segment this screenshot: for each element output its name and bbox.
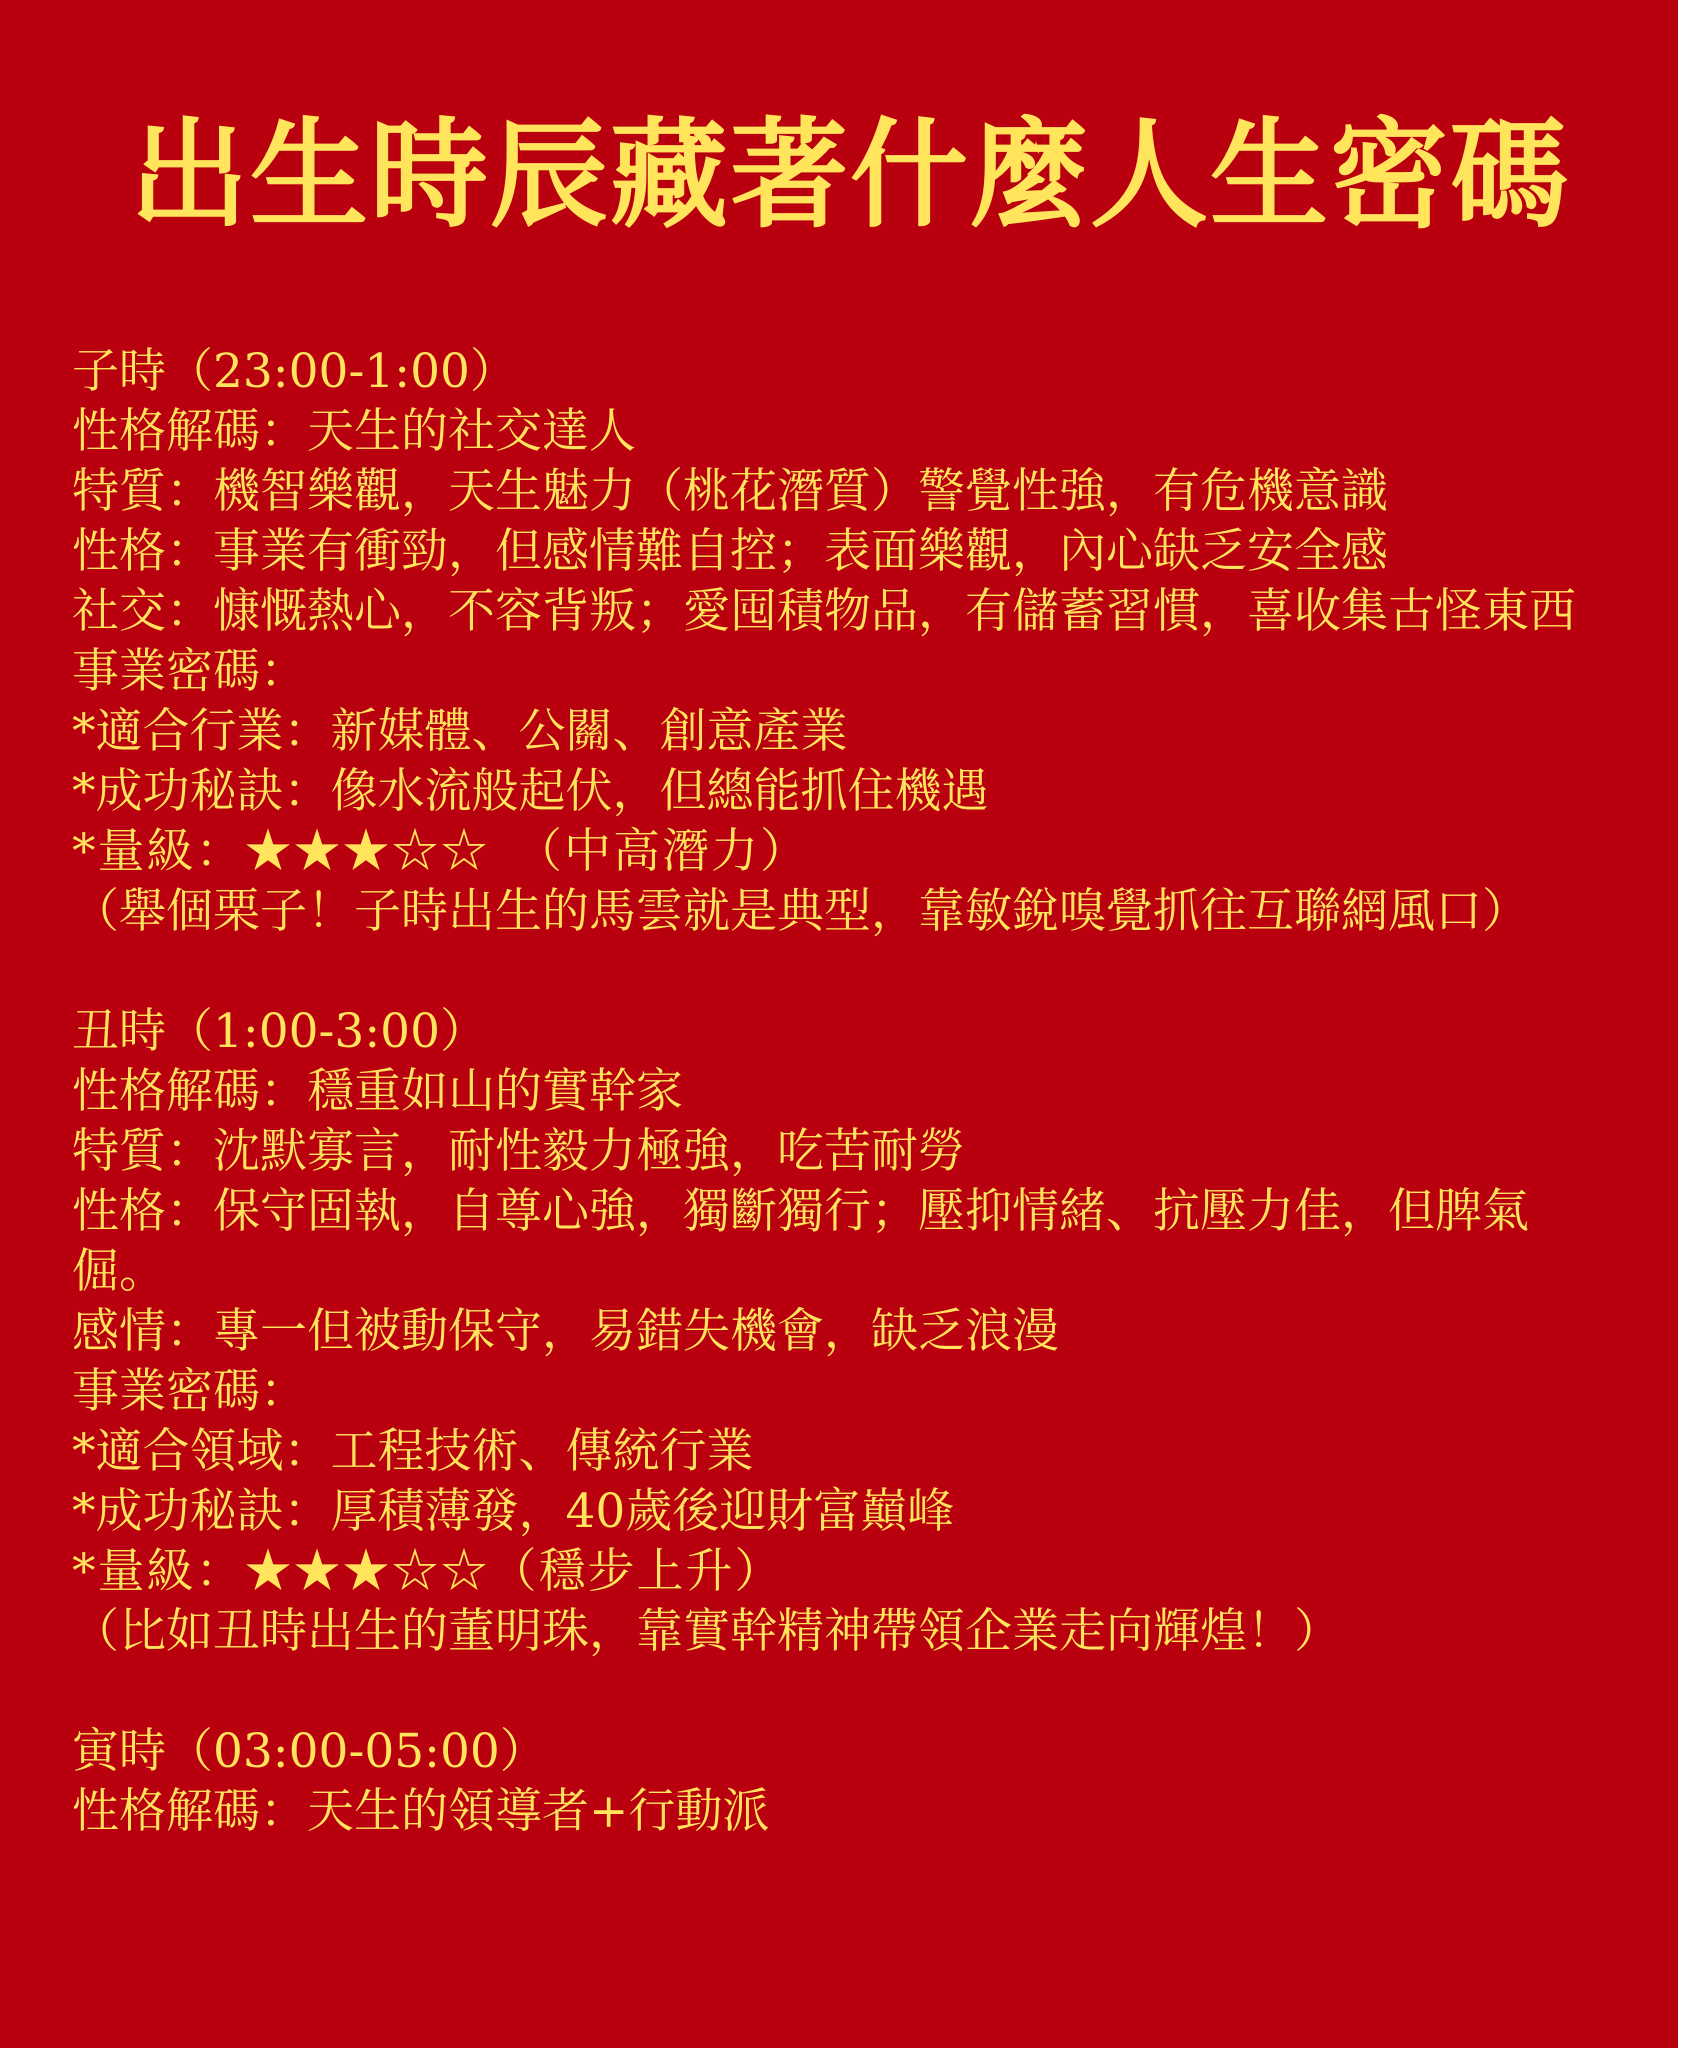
section-line: 性格：事業有衝勁，但感情難自控；表面樂觀，內心缺乏安全感 xyxy=(72,524,1388,579)
section-line: *適合行業：新媒體、公關、創意產業 xyxy=(72,704,848,759)
section-line: 感情：專一但被動保守，易錯失機會，缺乏浪漫 xyxy=(72,1304,1059,1359)
section-heading: 子時（23:00-1:00） xyxy=(72,344,517,399)
rating-line: *量級：★★★☆☆（穩步上升） xyxy=(72,1544,784,1599)
section-yin-shi xyxy=(72,1722,1612,1842)
section-line: *成功秘訣：厚積薄發，40歲後迎財富巔峰 xyxy=(72,1484,955,1539)
section-line: 事業密碼： xyxy=(72,1364,307,1419)
section-line: 性格解碼：穩重如山的實幹家 xyxy=(72,1064,683,1119)
section-heading: 寅時（03:00-05:00） xyxy=(72,1724,547,1779)
section-line: （舉個栗子！子時出生的馬雲就是典型，靠敏銳嗅覺抓往互聯網風口） xyxy=(72,884,1529,939)
section-line: （比如丑時出生的董明珠，靠實幹精神帶領企業走向輝煌！） xyxy=(72,1604,1341,1659)
section-line: 性格解碼：天生的社交達人 xyxy=(72,404,636,459)
content-body xyxy=(72,342,1612,1902)
section-line: 社交：慷慨熱心，不容背叛；愛囤積物品，有儲蓄習慣，喜收集古怪東西 xyxy=(72,584,1576,639)
section-line: 事業密碼： xyxy=(72,644,307,699)
section-line: *適合領域：工程技術、傳統行業 xyxy=(72,1424,754,1479)
page-title: 出生時辰藏著什麼人生密碼 xyxy=(129,105,1570,244)
section-zi-shi xyxy=(72,342,1612,942)
section-line: 特質：機智樂觀，天生魅力（桃花潛質）警覺性強，有危機意識 xyxy=(72,464,1388,519)
section-line: 性格：保守固執，自尊心強，獨斷獨行；壓抑情緒、抗壓力佳，但脾氣倔。 xyxy=(72,1184,1529,1299)
section-line: 特質：沈默寡言，耐性毅力極強，吃苦耐勞 xyxy=(72,1124,965,1179)
section-line: *成功秘訣：像水流般起伏，但總能抓住機遇 xyxy=(72,764,989,819)
section-line: 性格解碼：天生的領導者+行動派 xyxy=(72,1784,770,1839)
right-edge-border xyxy=(1678,0,1686,2048)
section-chou-shi xyxy=(72,1002,1612,1662)
section-heading: 丑時（1:00-3:00） xyxy=(72,1004,487,1059)
rating-line: *量級：★★★☆☆ （中高潛力） xyxy=(72,824,809,879)
